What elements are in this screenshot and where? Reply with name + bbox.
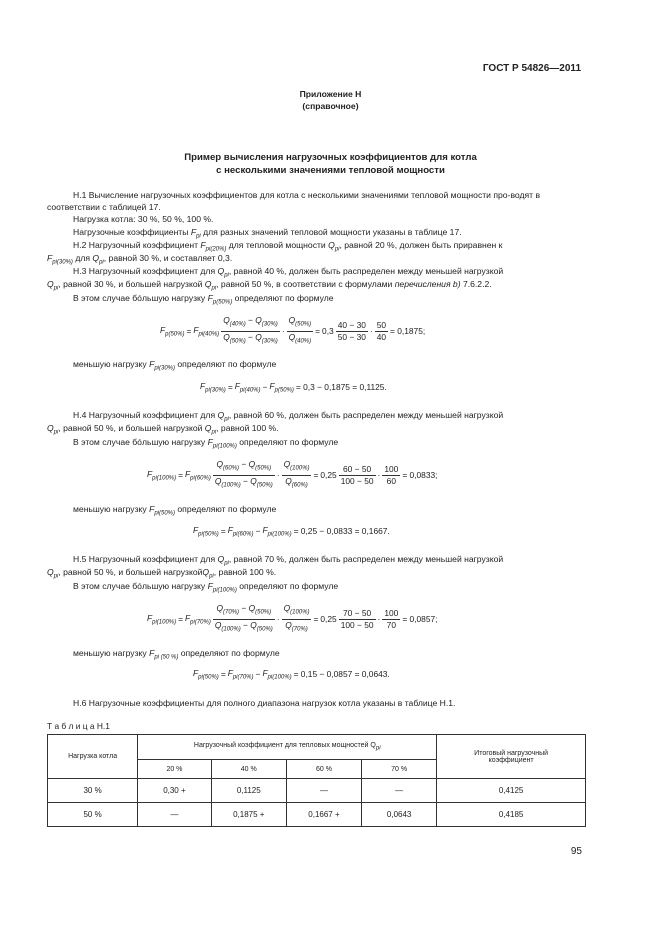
subscript: (60%) <box>223 465 240 472</box>
formula-3 <box>147 459 439 491</box>
symbol-f: F <box>185 468 191 479</box>
subscript: pi <box>334 246 340 253</box>
subscript: pi <box>224 416 229 423</box>
subscript: pi(40%) <box>198 331 220 338</box>
subscript: pi(70%) <box>232 674 254 681</box>
document-code: ГОСТ Р 54826—2011 <box>482 63 581 74</box>
symbol-f: F <box>185 612 191 623</box>
symbol-q: Q <box>255 315 262 325</box>
subscript: pi <box>196 233 201 240</box>
denominator: 50 − 30 <box>337 331 366 342</box>
text-span: Нагрузочные коэффициенты <box>73 227 189 237</box>
subscript: pi <box>99 259 104 266</box>
dot-sign: · <box>276 614 280 625</box>
heading-line-1: Пример вычисления нагрузочных коэффициентов для котла <box>184 152 477 163</box>
subscript: pi(50%) <box>154 510 175 517</box>
symbol-f: F <box>227 668 233 678</box>
subscript: (50%) <box>255 465 272 472</box>
formula-4 <box>193 525 392 538</box>
text-span: , равной 100 %. <box>213 567 277 577</box>
subscript: pi <box>53 429 59 436</box>
symbol-q: Q <box>47 567 54 577</box>
equals-sign: = <box>220 526 226 537</box>
coefficient: 0,25 <box>320 614 337 625</box>
paragraph-h6: Н.6 Нагрузочные коэффициенты для полного диапазона нагрузок котла указаны в таблице Н.1. <box>73 698 456 708</box>
text-span: определяют по формуле <box>180 648 280 658</box>
text-span: определяют по формуле <box>234 293 334 303</box>
subscript: pi(100%) <box>152 619 177 626</box>
symbol-q: Q <box>328 240 335 250</box>
subscript: p(50%) <box>212 299 233 306</box>
subscript: pi(100%) <box>267 674 292 681</box>
symbol-q: Q <box>223 315 230 325</box>
subscript: (100%) <box>290 609 310 616</box>
cell-load: 30 % <box>48 779 138 803</box>
result: = 0,0857; <box>402 614 438 625</box>
subscript: (40%) <box>295 338 312 345</box>
paragraph-smaller-2 <box>73 503 276 520</box>
equals-sign: = <box>313 470 319 481</box>
subscript: pi(20%) <box>205 246 227 253</box>
text-span: для <box>75 253 91 263</box>
dot-sign: · <box>281 326 285 337</box>
subscript: (60%) <box>291 482 308 489</box>
subscript: p(50%) <box>274 387 294 394</box>
numerator: 100 <box>384 463 399 474</box>
subscript: pi(30%) <box>52 259 73 266</box>
symbol-f: F <box>269 381 275 391</box>
symbol-f: F <box>207 437 213 447</box>
paragraph-smaller-3 <box>73 647 280 664</box>
symbol-f: F <box>200 240 206 250</box>
cell-60: 0,1667 + <box>286 803 361 827</box>
subscript: pi(30%) <box>154 365 175 372</box>
subscript: (30%) <box>261 321 278 328</box>
paragraph-h1: Н.1 Вычисление нагрузочных коэффициентов для котла с несколькими значениями тепловой мощности про-водят в соответствии с таблицей 17. <box>47 190 541 213</box>
header-load: Нагрузка котла <box>48 735 138 779</box>
fraction <box>375 320 388 343</box>
denominator: 100 − 50 <box>340 619 374 630</box>
formula-6 <box>193 668 392 681</box>
heading-line-2: с несколькими значениями тепловой мощности <box>216 165 445 176</box>
symbol-f: F <box>207 581 213 591</box>
cell-70: — <box>362 779 437 803</box>
minus-sign: − <box>248 331 253 342</box>
text-span: Н.5 Нагрузочный коэффициент для <box>73 554 216 564</box>
minus-sign: − <box>255 526 261 537</box>
fraction <box>213 603 275 635</box>
text-span: определяют по формуле <box>177 504 277 514</box>
appendix-type: (справочное) <box>302 101 359 111</box>
symbol-q: Q <box>250 475 257 486</box>
subscript: pi (50 %) <box>154 654 179 661</box>
subscript: (40%) <box>229 321 246 328</box>
text-span: В этом случае бóльшую нагрузку <box>73 581 206 591</box>
text-span: , равной 20 %, должен быть приравнен к <box>339 240 503 250</box>
equals-sign: = <box>315 326 321 337</box>
symbol-q: Q <box>283 459 291 469</box>
minus-sign: − <box>243 619 248 630</box>
symbol-f: F <box>262 668 268 678</box>
symbol-q: Q <box>216 603 224 613</box>
text-span: определяют по формуле <box>239 437 339 447</box>
section-heading <box>0 151 661 177</box>
paragraph-case-3 <box>73 580 338 597</box>
fraction <box>282 603 312 635</box>
expression: = 0,3 − 0,1875 = 0,1125. <box>295 382 387 393</box>
equals-sign: = <box>178 470 184 481</box>
subscript: pi(100%) <box>212 587 237 594</box>
symbol-q: Q <box>204 423 212 433</box>
formula-1 <box>160 315 427 347</box>
subscript: (50%) <box>256 626 273 633</box>
header-group-text: Нагрузочный коэффициент для тепловых мощностей Q <box>193 742 376 750</box>
header-group <box>138 735 437 760</box>
minus-sign: − <box>241 603 247 613</box>
symbol-q: Q <box>283 603 291 613</box>
symbol-q: Q <box>288 331 296 342</box>
text-span: , равной 40 %, должен быть распределен между меньшей нагрузкой <box>228 266 504 276</box>
symbol-q: Q <box>214 619 222 630</box>
text-span: , равной 50 %, и большей нагрузкой <box>58 423 203 433</box>
symbol-f: F <box>193 668 199 678</box>
equals-sign: = <box>313 614 319 625</box>
text-span: меньшую нагрузку <box>73 359 147 369</box>
subscript: pi(70%) <box>190 619 211 626</box>
paragraph-smaller-1 <box>73 358 276 375</box>
symbol-q: Q <box>47 279 54 289</box>
subscript: pi(30%) <box>205 387 226 394</box>
numerator: 50 <box>376 319 387 330</box>
subscript: pi <box>375 745 381 752</box>
symbol-q: Q <box>223 331 230 342</box>
table-row <box>48 779 586 803</box>
symbol-f: F <box>147 468 153 479</box>
appendix-title <box>0 88 661 112</box>
symbol-f: F <box>147 612 153 623</box>
subscript: pi <box>211 429 217 436</box>
subscript: pi(40%) <box>239 387 261 394</box>
text-span: В этом случае бóльшую нагрузку <box>73 437 206 447</box>
fraction <box>213 459 275 491</box>
coefficient: 0,3 <box>322 326 334 337</box>
result: = 0,0833; <box>402 470 438 481</box>
minus-sign: − <box>243 475 248 486</box>
symbol-q: Q <box>285 619 292 630</box>
text-span: для разных значений тепловой мощности указаны в таблице 17. <box>203 227 462 237</box>
equals-sign: = <box>220 669 226 680</box>
page-number: 95 <box>570 846 582 857</box>
fraction <box>339 464 376 487</box>
subscript: (100%) <box>290 465 310 472</box>
text-span: меньшую нагрузку <box>73 504 147 514</box>
symbol-q: Q <box>47 423 54 433</box>
header-total: Итоговый нагрузочный коэффициент <box>437 735 586 779</box>
numerator: 60 − 50 <box>339 464 376 476</box>
text-span: определяют по формуле <box>177 359 277 369</box>
cell-40: 0,1875 + <box>211 803 286 827</box>
subscript: pi(100%) <box>212 443 237 450</box>
symbol-q: Q <box>202 567 210 577</box>
symbol-q: Q <box>288 315 296 325</box>
symbol-f: F <box>262 525 268 535</box>
minus-sign: − <box>248 315 253 325</box>
symbol-q: Q <box>92 253 100 263</box>
subscript: pi <box>224 560 229 567</box>
subheader-70: 70 % <box>362 760 437 779</box>
symbol-f: F <box>200 381 206 391</box>
subscript: pi <box>211 285 217 292</box>
fraction <box>382 464 400 487</box>
subscript: (50%) <box>255 609 272 616</box>
denominator: 100 − 50 <box>340 475 374 486</box>
text-span: В этом случае бóльшую нагрузку <box>73 293 206 303</box>
subheader-40: 40 % <box>211 760 286 779</box>
dot-sign: · <box>377 614 381 625</box>
text-span: Н.3 Нагрузочный коэффициент для <box>73 266 216 276</box>
symbol-f: F <box>234 381 240 391</box>
subheader-60: 60 % <box>286 760 361 779</box>
minus-sign: − <box>241 459 247 469</box>
text-span: 7.6.2.2. <box>462 279 492 289</box>
symbol-q: Q <box>255 331 262 342</box>
numerator: 100 <box>384 607 399 618</box>
symbol-q: Q <box>248 459 256 469</box>
fraction <box>221 315 280 347</box>
text-span: , равной 50 %, в соответствии с формулами <box>216 279 393 289</box>
symbol-q: Q <box>248 603 256 613</box>
subscript: pi <box>224 272 229 279</box>
symbol-f: F <box>149 359 155 369</box>
symbol-q: Q <box>214 475 222 486</box>
symbol-q: Q <box>204 279 212 289</box>
cell-total: 0,4185 <box>437 803 586 827</box>
fraction <box>336 320 368 343</box>
text-span: , равной 30 %, и составляет 0,3. <box>103 253 233 263</box>
text-span: , равной 100 %. <box>216 423 279 433</box>
denominator: 60 <box>386 475 396 486</box>
fraction <box>287 315 314 347</box>
fraction <box>282 459 312 491</box>
symbol-q: Q <box>216 459 224 469</box>
formula-2 <box>200 381 389 394</box>
subscript: pi(100%) <box>267 531 292 538</box>
text-span: , равной 30 %, и большей нагрузкой <box>58 279 203 289</box>
minus-sign: − <box>262 382 268 393</box>
symbol-q: Q <box>217 410 225 420</box>
dot-sign: · <box>369 326 373 337</box>
cell-20: — <box>138 803 211 827</box>
fraction <box>339 608 376 631</box>
subscript: pi(60%) <box>190 475 211 482</box>
equals-sign: = <box>186 326 192 337</box>
expression: = 0,15 − 0,0857 = 0,0643. <box>293 669 390 680</box>
symbol-f: F <box>160 324 166 335</box>
subscript: (50%) <box>229 338 246 345</box>
cell-20: 0,30 + <box>138 779 211 803</box>
denominator: 70 <box>386 619 396 630</box>
subheader-20: 20 % <box>138 760 211 779</box>
cell-total: 0,4125 <box>437 779 586 803</box>
subscript: pi(50%) <box>198 531 219 538</box>
minus-sign: − <box>255 669 261 680</box>
subscript: pi(100%) <box>152 475 177 482</box>
table-row <box>48 803 586 827</box>
cell-load: 50 % <box>48 803 138 827</box>
text-span: определяют по формуле <box>239 581 339 591</box>
subscript: (50%) <box>256 482 273 489</box>
fraction <box>382 608 400 631</box>
result: = 0,1875; <box>390 326 426 337</box>
subscript: pi <box>53 573 59 580</box>
equals-sign: = <box>178 614 184 625</box>
symbol-f: F <box>47 253 53 263</box>
symbol-f: F <box>207 293 213 303</box>
coefficients-table <box>47 734 586 827</box>
text-span: для тепловой мощности <box>228 240 326 250</box>
symbol-f: F <box>149 648 155 658</box>
text-span: , равной 60 %, должен быть распределен между меньшей нагрузкой <box>228 410 504 420</box>
subscript: p(50%) <box>165 331 185 338</box>
subscript: (30%) <box>261 338 278 345</box>
paragraph-load: Нагрузка котла: 30 %, 50 %, 100 %. <box>73 214 214 224</box>
cell-70: 0,0643 <box>362 803 437 827</box>
subscript: (100%) <box>221 626 241 633</box>
symbol-f: F <box>227 525 233 535</box>
subscript: pi <box>209 573 214 580</box>
symbol-f: F <box>149 504 155 514</box>
denominator: 40 <box>376 331 387 342</box>
appendix-label: Приложение Н <box>299 89 362 99</box>
expression: = 0,25 − 0,0833 = 0,1667. <box>293 526 390 537</box>
paragraph-case-1 <box>73 292 334 309</box>
text-span: , равной 70 %, должен быть распределен между меньшей нагрузкой <box>228 554 504 564</box>
paragraph-case-2 <box>73 436 338 453</box>
text-span: Н.2 Нагрузочный коэффициент <box>73 240 199 250</box>
symbol-f: F <box>193 525 199 535</box>
equals-sign: = <box>227 382 233 393</box>
subscript: pi <box>53 285 59 292</box>
symbol-q: Q <box>217 554 225 564</box>
text-span: Н.4 Нагрузочный коэффициент для <box>73 410 216 420</box>
symbol-q: Q <box>285 475 292 486</box>
text-span: меньшую нагрузку <box>73 648 147 658</box>
subscript: pi(60%) <box>232 531 254 538</box>
symbol-q: Q <box>250 619 257 630</box>
numerator: 70 − 50 <box>339 608 376 620</box>
dot-sign: · <box>377 470 381 481</box>
symbol-f: F <box>193 324 199 335</box>
subscript: (70%) <box>223 609 240 616</box>
subscript: (50%) <box>295 321 312 328</box>
symbol-q: Q <box>217 266 225 276</box>
dot-sign: · <box>276 470 280 481</box>
numerator: 40 − 30 <box>337 319 366 330</box>
symbol-f: F <box>190 227 197 237</box>
text-span: перечисления b) <box>394 279 461 289</box>
coefficient: 0,25 <box>320 470 337 481</box>
formula-5 <box>147 603 439 635</box>
text-span: , равной 50 %, и большей нагрузкой <box>58 567 203 577</box>
subscript: pi(50%) <box>198 674 219 681</box>
table-caption: Т а б л и ц а Н.1 <box>47 721 110 731</box>
cell-60: — <box>286 779 361 803</box>
cell-40: 0,1125 <box>211 779 286 803</box>
subscript: (70%) <box>291 626 308 633</box>
subscript: (100%) <box>221 482 241 489</box>
